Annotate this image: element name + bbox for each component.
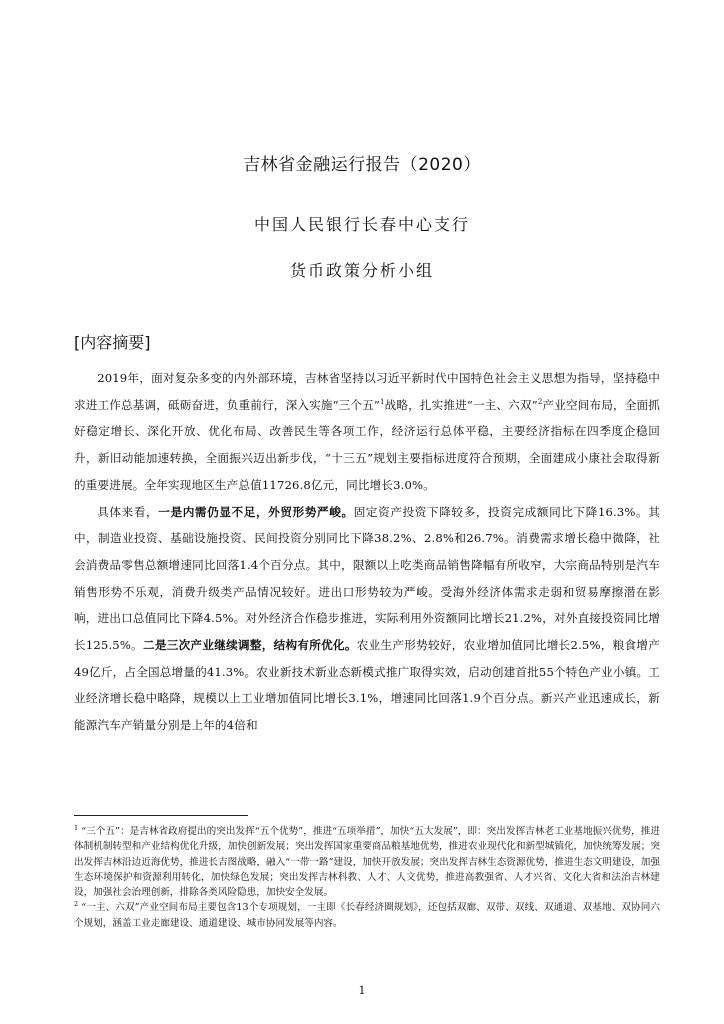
document-title: 吉林省金融运行报告（2020） [243,155,481,175]
paragraph-1 [74,365,660,499]
paragraph-1-text-c: 产业空间布局，全面抓好稳定增长、深化开放、优化布局、改善民生等各项工作，经济运行总体平稳，主要经济指标在四季度企稳回升，新旧动能加速转换，全面振兴迈出新步伐，“十三五”规划主要指标进度符合预期，全面建成小康社会取得新的重要进展。全年实现地区生产总值11726.8亿元，同比增长3.0%。 [74,397,660,492]
footnotes [74,824,660,931]
page-number: 1 [358,984,366,997]
section-heading-summary: [内容摘要] [74,333,151,352]
footnote-2-mark: 2 [74,900,79,909]
paragraph-2-text-b: 固定资产投资下降较多，投资完成额同比下降16.3%。其中，制造业投资、基础设施投资、民间投资分别同比下降38.2%、2.8%和26.7%。消费需求增长稳中微降，社会消费品零售总额增速同比回落1.4个百分点。其中，限额以上吃类商品销售降幅有所收窄，大宗商品特别是汽车销售形势不乐观，消费升级类产品情况较好。进出口形势较为严峻。受海外经济体需求走弱和贸易摩擦潜在影响，进出口总值同比下降4.5%。对外经济合作稳步推进，实际利用外资额同比增长21.2%，对外直接投资同比增长125.5%。 [74,504,660,653]
author-organization: 中国人民银行长春中心支行 [253,215,470,234]
footnote-1-text: “三个五”：是吉林省政府提出的突出发挥“五个优势”，推进“五项举措”，加快“五大发展”，即：突出发挥吉林老工业基地振兴优势，推进体制机制转型和产业结构优化升级，加快创新发展；突出发挥国家重要商品粮基地优势，推进农业现代化和新型城镇化，加快统筹发展；突出发挥吉林沿边近海优势，推进长吉图战略，融入“一带一路”建设，加快开放发展；突出发挥吉林生态资源优势，推进生态文明建设，加强生态环境保护和资源利用转化，加快绿色发展；突出发挥吉林科教、人才、人文优势，推进高教强省、人才兴省、文化大省和法治吉林建设，加强社会治理创新，排除各类风险隐患，加快安全发展。 [74,826,660,899]
footnote-separator [74,815,248,816]
paragraph-2-bold-1: 一是内需仍显不足，外贸形势严峻。 [158,504,354,519]
paragraph-1-text-b: 战略，扎实推进“一主、六双” [384,397,538,412]
paragraph-2-bold-2: 二是三次产业继续调整，结构有所优化。 [143,638,357,653]
paragraph-2-text-c: 农业生产形势较好，农业增加值同比增长2.5%，粮食增产49亿斤，占全国总增量的41.3%。农业新技术新业态新模式推广取得实效，启动创建首批55个特色产业小镇。工业经济增长稳中略降，规模以上工业增加值同比增长3.1%，增速同比回落1.9个百分点。新兴产业迅速成长，新能源汽车产销量分别是上年的4倍和 [74,638,660,733]
footnote-ref-2[interactable]: 2 [537,397,543,406]
paragraph-2 [74,499,660,739]
author-group: 货币政策分析小组 [289,261,434,280]
footnote-ref-1[interactable]: 1 [380,397,385,406]
body-text [74,365,660,739]
paragraph-1-text-a: 2019年，面对复杂多变的内外部环境，吉林省坚持以习近平新时代中国特色社会主义思想为指导，坚持稳中求进工作总基调，砥砺奋进，负重前行，深入实施“三个五” [74,371,660,412]
footnote-2-text: “一主、六双”产业空间布局主要包含13个专项规划，一主即《长春经济圈规划》，还包括双廊、双带、双线、双通道、双基地、双协同六个规划，涵盖工业走廊建设、通道建设、城市协同发展等内容。 [74,902,660,929]
paragraph-2-text-a: 具体来看， [97,504,159,519]
footnote-1-mark: 1 [74,823,79,832]
footnote-2 [74,900,660,931]
footnote-1 [74,824,660,900]
